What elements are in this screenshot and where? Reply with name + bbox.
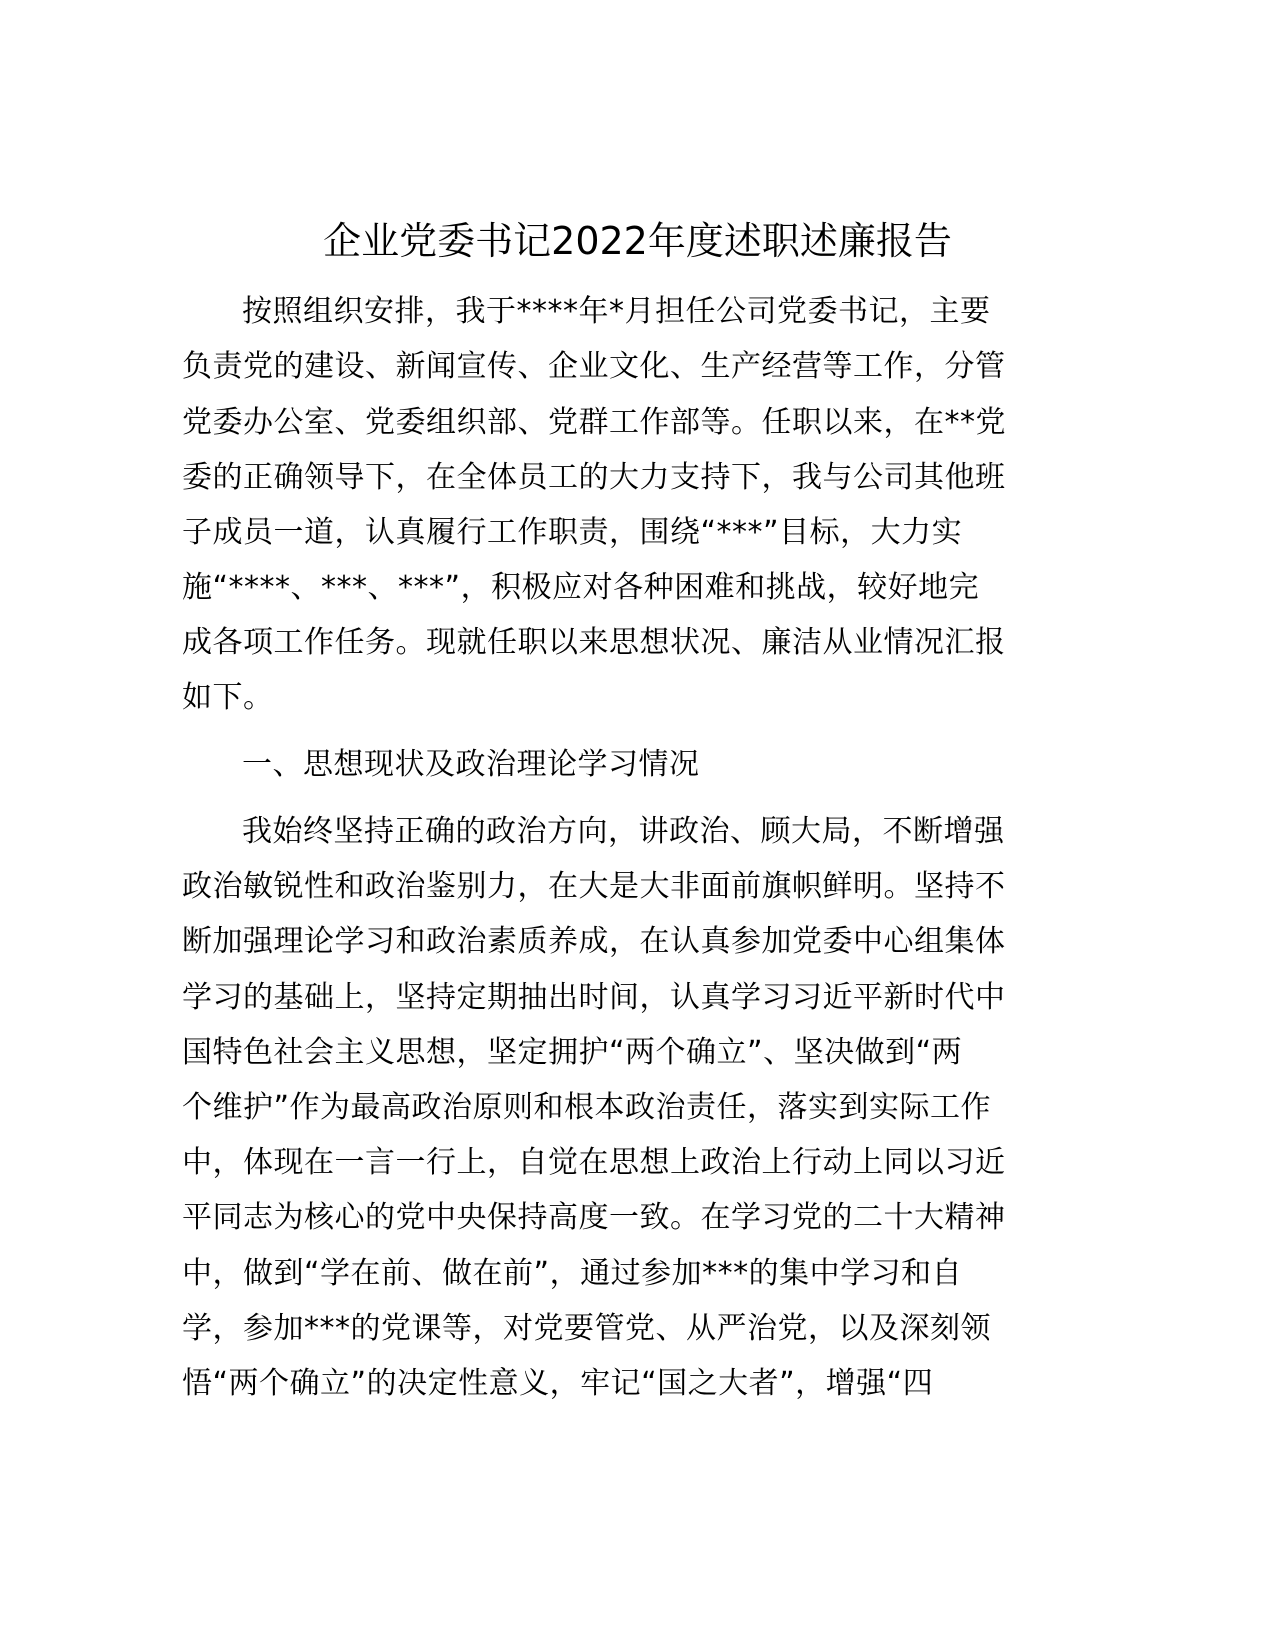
paragraph-line: 中，做到“学在前、做在前”，通过参加***的集中学习和自 — [182, 1256, 963, 1291]
paragraph-line: 党委办公室、党委组织部、党群工作部等。任职以来，在**党 — [182, 405, 1006, 440]
paragraph-line: 委的正确领导下，在全体员工的大力支持下，我与公司其他班 — [182, 460, 1006, 495]
paragraph-line: 政治敏锐性和政治鉴别力，在大是大非面前旗帜鲜明。坚持不 — [182, 869, 1006, 904]
paragraph-line: 学，参加***的党课等，对党要管党、从严治党，以及深刻领 — [182, 1311, 991, 1346]
paragraph-line: 悟“两个确立”的决定性意义，牢记“国之大者”，增强“四 — [182, 1366, 934, 1401]
paragraph-line: 国特色社会主义思想，坚定拥护“两个确立”、坚决做到“两 — [182, 1035, 963, 1070]
paragraph-line: 按照组织安排，我于****年*月担任公司党委书记，主要 — [242, 294, 991, 329]
paragraph-line: 子成员一道，认真履行工作职责，围绕“***”目标，大力实 — [182, 515, 963, 550]
paragraph-line: 学习的基础上，坚持定期抽出时间，认真学习习近平新时代中 — [182, 980, 1006, 1015]
paragraph-line: 平同志为核心的党中央保持高度一致。在学习党的二十大精神 — [182, 1200, 1006, 1235]
paragraph-line: 成各项工作任务。现就任职以来思想状况、廉洁从业情况汇报 — [182, 625, 1006, 660]
paragraph-line: 断加强理论学习和政治素质养成，在认真参加党委中心组集体 — [182, 924, 1006, 959]
paragraph-line: 中，体现在一言一行上，自觉在思想上政治上行动上同以习近 — [182, 1145, 1006, 1180]
document-title: 企业党委书记2022年度述职述廉报告 — [323, 219, 952, 263]
paragraph-line: 个维护”作为最高政治原则和根本政治责任，落实到实际工作 — [182, 1090, 992, 1125]
paragraph-line: 负责党的建设、新闻宣传、企业文化、生产经营等工作，分管 — [182, 349, 1006, 384]
paragraph-line: 如下。 — [182, 680, 274, 715]
section-heading: 一、思想现状及政治理论学习情况 — [242, 747, 700, 782]
paragraph-line: 我始终坚持正确的政治方向，讲政治、顾大局，不断增强 — [242, 814, 1005, 849]
paragraph-line: 施“****、***、***”，积极应对各种困难和挑战，较好地完 — [182, 570, 980, 605]
